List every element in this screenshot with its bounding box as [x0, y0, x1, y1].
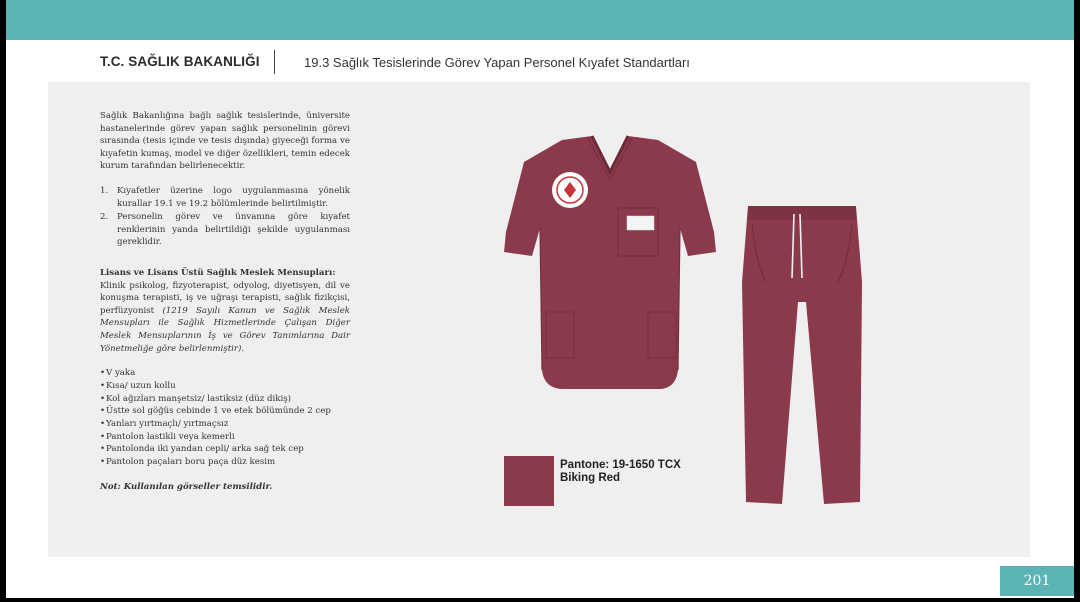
section-title: 19.3 Sağlık Tesislerinde Görev Yapan Personel Kıyafet Standartları: [304, 55, 690, 70]
top-banner: [6, 0, 1074, 40]
page-number: 201: [1000, 566, 1074, 596]
feature-item: • V yaka: [100, 367, 350, 380]
scrub-top-image: [500, 132, 720, 397]
pantone-code: Pantone: 19-1650 TCX: [560, 459, 681, 471]
description-column: [100, 110, 350, 493]
feature-item: • Kol ağızları manşetsiz/ lastiksiz (düz dikiş): [100, 393, 350, 406]
feature-item: • Pantolon lastikli veya kemerli: [100, 431, 350, 444]
note-text: Not: Kullanılan görseller temsilidir.: [100, 481, 273, 492]
feature-item: • Pantolonda iki yandan cepli/ arka sağ tek cep: [100, 443, 350, 456]
pantone-label: [560, 459, 681, 485]
feature-item: • Kısa/ uzun kollu: [100, 380, 350, 393]
header-divider: [274, 50, 275, 74]
rules-list: [100, 185, 350, 249]
scrub-pants-image: [736, 202, 868, 510]
color-swatch: [504, 456, 554, 506]
feature-item: • Yanları yırtmaçlı/ yırtmaçsız: [100, 418, 350, 431]
pantone-name: Biking Red: [560, 472, 621, 484]
rule-item: 1. Kıyafetler üzerine logo uygulanmasına yönelik kurallar 19.1 ve 19.2 bölümlerinde belirtilmiştir.: [100, 185, 350, 209]
intro-paragraph: Sağlık Bakanlığına bağlı sağlık tesislerinde, üniversite hastanelerinde görev yapan sağlık personelinin görevi sırasında (tesis içinde ve tesis dışında) giyeceği forma ve kıyafetin kumaş, model ve diğer özellikleri, temin edecek kurum tarafından belirlenecektir.: [100, 111, 350, 172]
profession-list: Klinik psikolog, fizyoterapist, odyolog, diyetisyen, dil ve konuşma terapisti, iş ve uğraşı terapisti, sağlık fizikçisi, perfüzyonist (1219 Sayılı Kanun ve Sağlık Meslek Mensupları ile Sağlık Hizmetlerinde Çalışan Diğer Meslek Mensuplarının İş ve Görev Tanımlarına Dair Yönetmeliğe göre belirlenmiştir).: [100, 280, 351, 354]
features-list: [100, 367, 350, 469]
content-panel: [48, 82, 1030, 557]
feature-item: • Üstte sol göğüs cebinde 1 ve etek bölümünde 2 cep: [100, 405, 350, 418]
feature-item: • Pantolon paçaları boru paça düz kesim: [100, 456, 350, 469]
regulation-reference: (1219 Sayılı Kanun ve Sağlık Meslek Mensupları ile Sağlık Hizmetlerinde Çalışan Diğer Meslek Mensuplarının İş ve Görev Tanımlarına Dair Yönetmeliğe göre belirlenmiştir).: [100, 305, 351, 354]
profession-heading: Lisans ve Lisans Üstü Sağlık Meslek Mensupları:: [100, 267, 336, 278]
organization-name: T.C. SAĞLIK BAKANLIĞI: [100, 54, 260, 69]
rule-item: 2. Personelin görev ve ünvanına göre kıyafet renklerinin yanda belirtildiği şekilde uygulanması gereklidir.: [100, 212, 350, 248]
